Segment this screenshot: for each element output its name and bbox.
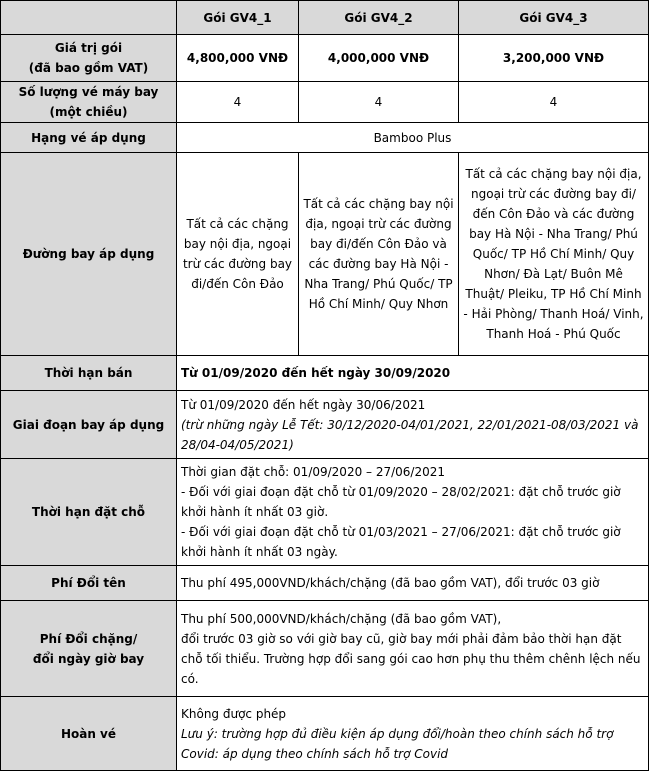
header-package-gv4-2: Gói GV4_2: [299, 1, 459, 35]
fare-class-label: Hạng vé áp dụng: [1, 123, 177, 153]
tickets-label-line1: Số lượng vé máy bay: [18, 85, 159, 99]
price-label-line2: (đã bao gồm VAT): [28, 61, 149, 75]
tickets-gv4-3: 4: [459, 82, 649, 123]
refund-cell: [177, 697, 649, 771]
sale-period-row: [1, 356, 649, 391]
booking-deadline-line2: - Đối với giai đoạn đặt chỗ từ 01/09/2020 – 28/02/2021: đặt chỗ trước giờ khởi hành ít nhất 03 giờ.: [181, 485, 621, 519]
flight-change-label: [1, 601, 177, 697]
tickets-row: [1, 82, 649, 123]
name-change-label: Phí Đổi tên: [1, 566, 177, 601]
travel-period-holiday-note: (trừ những ngày Lễ Tết: 30/12/2020-04/01/2021, 22/01/2021-08/03/2021 và 28/04-04/05/2021): [181, 417, 639, 452]
flight-change-label-line2: đổi ngày giờ bay: [32, 651, 145, 666]
header-empty-cell: [1, 1, 177, 35]
booking-deadline-cell: [177, 459, 649, 566]
tickets-gv4-1: 4: [177, 82, 299, 123]
refund-covid-note: Lưu ý: trường hợp đủ điều kiện áp dụng đổi/hoàn theo chính sách hỗ trợ Covid: áp dụng theo chính sách hỗ trợ Covid: [181, 726, 614, 761]
price-gv4-2: 4,000,000 VNĐ: [299, 35, 459, 82]
tickets-label-line2: (một chiều): [49, 105, 128, 119]
routes-gv4-3: Tất cả các chặng bay nội địa, ngoại trừ các đường bay đi/đến Côn Đảo và các đường bay Hà Nội - Nha Trang/ Phú Quốc/ TP Hồ Chí Minh/ Quy Nhơn/ Đà Lạt/ Buôn Mê Thuật/ Pleiku, TP Hồ Chí Minh - Hải Phòng/ Thanh Hoá/ Vinh, Thanh Hoá - Phú Quốc: [459, 153, 649, 356]
refund-line1: Không được phép: [181, 706, 287, 721]
header-row: [1, 1, 649, 35]
routes-label: Đường bay áp dụng: [1, 153, 177, 356]
booking-deadline-row: [1, 459, 649, 566]
tickets-label: [1, 82, 177, 123]
tickets-gv4-2: 4: [299, 82, 459, 123]
price-gv4-1: 4,800,000 VNĐ: [177, 35, 299, 82]
booking-deadline-label: Thời hạn đặt chỗ: [1, 459, 177, 566]
price-row: [1, 35, 649, 82]
name-change-value: Thu phí 495,000VND/khách/chặng (đã bao gồm VAT), đổi trước 03 giờ: [177, 566, 649, 601]
flight-change-row: [1, 601, 649, 697]
travel-period-value: Từ 01/09/2020 đến hết ngày 30/06/2021: [181, 397, 426, 412]
flight-change-line1: Thu phí 500,000VND/khách/chặng (đã bao gồm VAT),: [181, 611, 502, 626]
price-label-line1: Giá trị gói: [54, 41, 123, 55]
travel-period-label: Giai đoạn bay áp dụng: [1, 391, 177, 459]
price-label: [1, 35, 177, 82]
header-package-gv4-1: Gói GV4_1: [177, 1, 299, 35]
fare-class-value: Bamboo Plus: [177, 123, 649, 153]
routes-gv4-1: Tất cả các chặng bay nội địa, ngoại trừ các đường bay đi/đến Côn Đảo: [177, 153, 299, 356]
flight-change-line2: đổi trước 03 giờ so với giờ bay cũ, giờ bay mới phải đảm bảo thời hạn đặt chỗ tối thiểu. Trường hợp đổi sang gói cao hơn phụ thu thêm chênh lệch nếu có.: [181, 631, 641, 686]
fare-class-row: [1, 123, 649, 153]
routes-gv4-2: Tất cả các chặng bay nội địa, ngoại trừ các đường bay đi/đến Côn Đảo và các đường bay Hà Nội - Nha Trang/ Phú Quốc/ TP Hồ Chí Minh/ Quy Nhơn: [299, 153, 459, 356]
travel-period-cell: [177, 391, 649, 459]
sale-period-value: Từ 01/09/2020 đến hết ngày 30/09/2020: [177, 356, 649, 391]
price-gv4-3: 3,200,000 VNĐ: [459, 35, 649, 82]
travel-period-row: [1, 391, 649, 459]
flight-change-cell: [177, 601, 649, 697]
name-change-row: [1, 566, 649, 601]
header-package-gv4-3: Gói GV4_3: [459, 1, 649, 35]
refund-row: [1, 697, 649, 771]
refund-label: Hoàn vé: [1, 697, 177, 771]
booking-deadline-line1: Thời gian đặt chỗ: 01/09/2020 – 27/06/2021: [181, 465, 445, 479]
sale-period-label: Thời hạn bán: [1, 356, 177, 391]
routes-row: [1, 153, 649, 356]
flight-change-label-line1: Phí Đổi chặng/: [39, 631, 138, 646]
booking-deadline-line3: - Đối với giai đoạn đặt chỗ từ 01/03/2021 – 27/06/2021: đặt chỗ trước giờ khởi hành ít nhất 03 ngày.: [181, 525, 621, 559]
